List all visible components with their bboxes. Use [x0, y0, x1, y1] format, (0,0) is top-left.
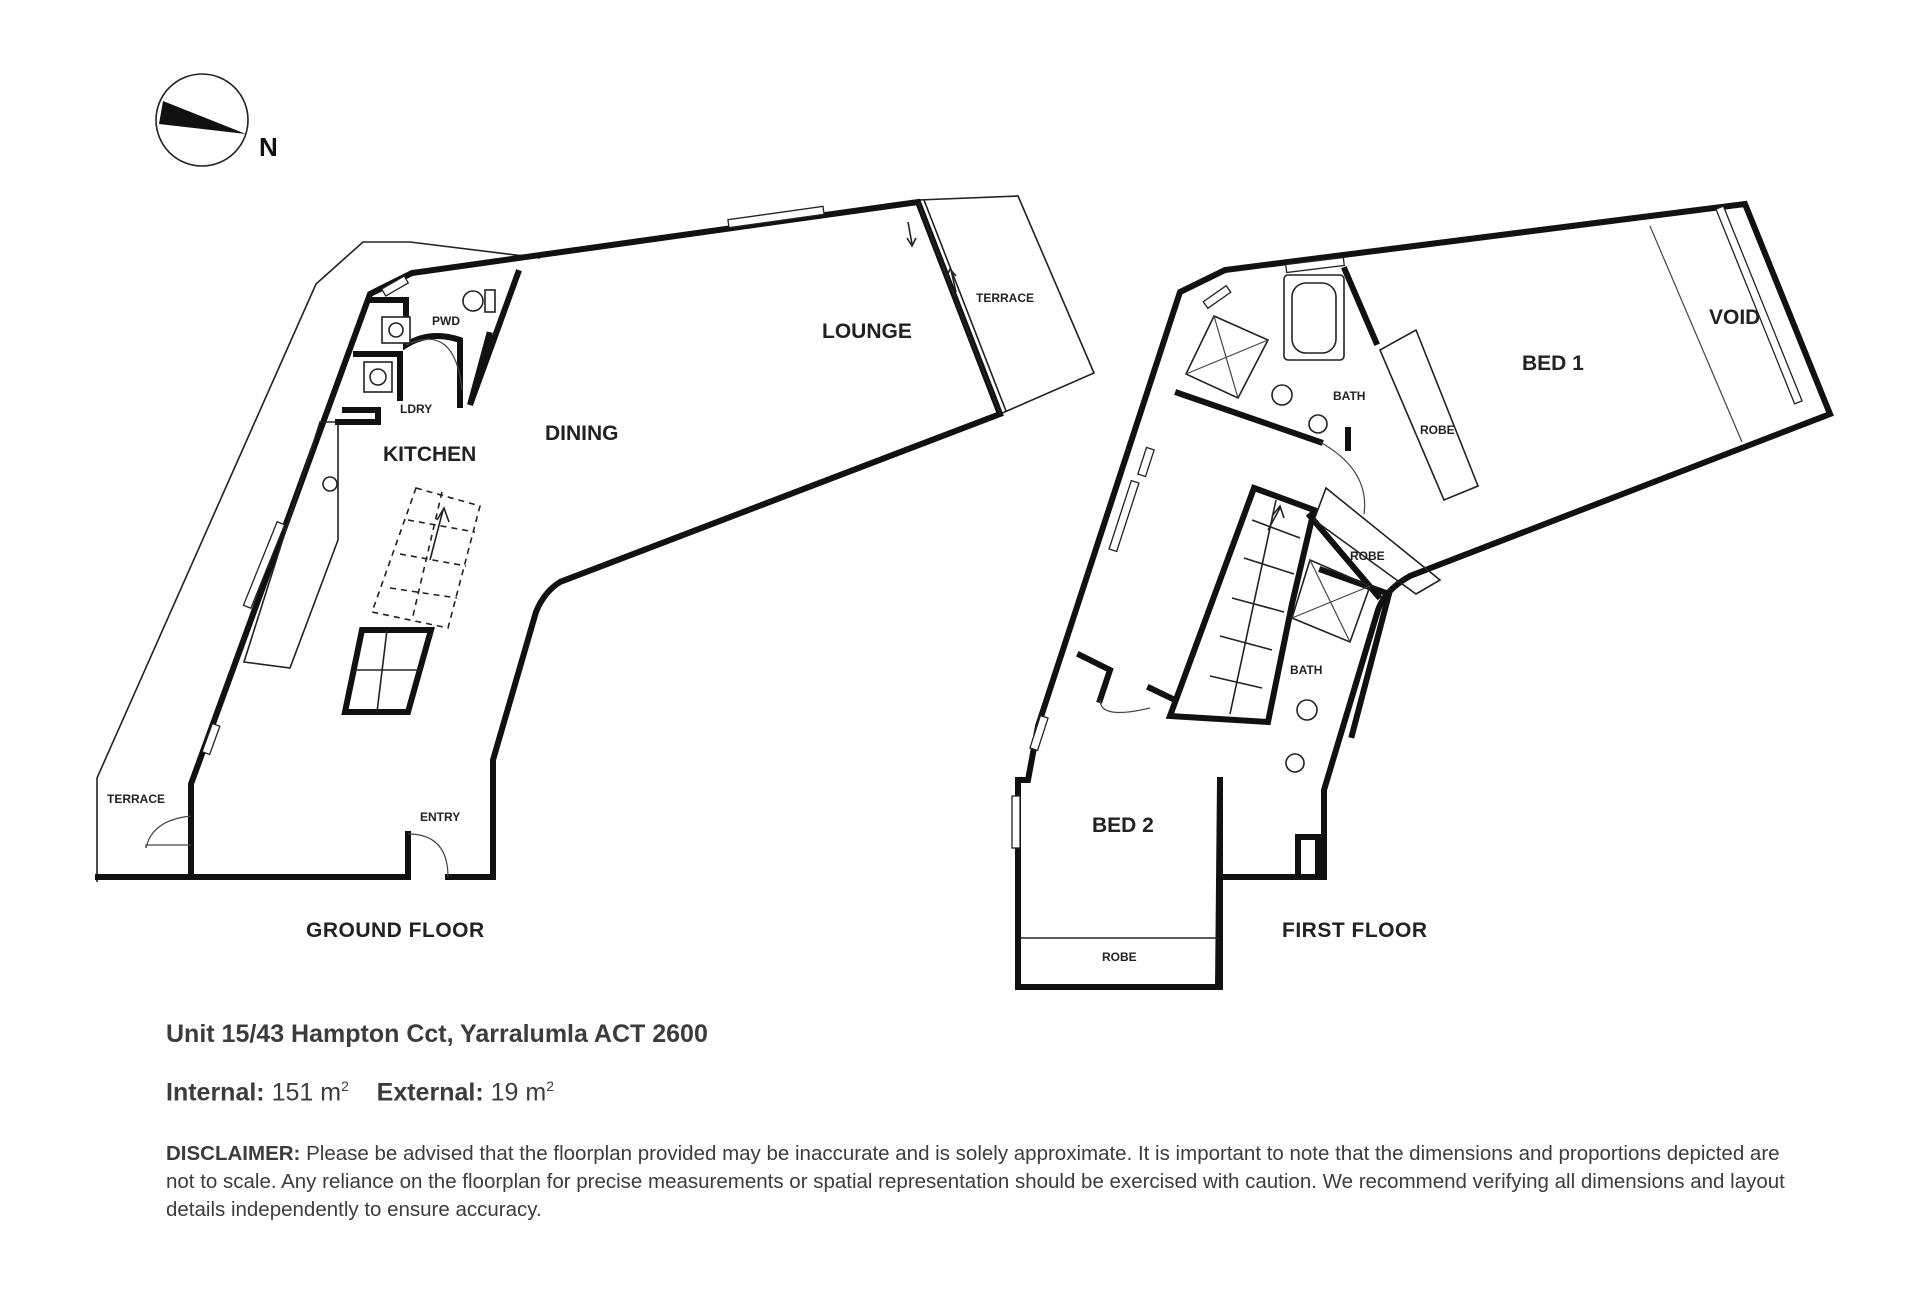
disclaimer-label: DISCLAIMER:	[166, 1142, 301, 1165]
basin-pwd-bowl	[389, 323, 403, 337]
external-area-label: External:	[376, 1078, 484, 1107]
bed2-north-wall	[1080, 655, 1175, 700]
window-kitchen-west	[243, 522, 284, 608]
bath-lower-label: BATH	[1290, 663, 1323, 677]
kitchen-label: KITCHEN	[383, 443, 477, 466]
area-summary	[166, 1078, 554, 1107]
toilet-cistern-pwd	[485, 290, 495, 312]
external-area-value: 19 m	[490, 1078, 547, 1107]
kitchen-bench	[244, 422, 338, 668]
toilet-pwd-icon	[463, 291, 483, 311]
ground-floor-plan	[97, 196, 1094, 942]
bed1-label: BED 1	[1522, 352, 1584, 375]
window-bed2-west-2	[1012, 796, 1020, 848]
bed2-label: BED 2	[1092, 814, 1154, 837]
window-bed2-west	[1030, 716, 1048, 751]
toilet-upper-icon	[1272, 385, 1292, 405]
toilet-lower-icon	[1297, 700, 1317, 720]
disclaimer-text: Please be advised that the floorplan provided may be inaccurate and is solely approximate. It is important to note that the dimensions and proportions depicted are not to scale. Any reliance on the floorplan for precise measurements or spatial representation should be exercised with caution. We recommend verifying all dimensions and layout details independently to ensure accuracy.	[166, 1142, 1785, 1221]
shower-upper	[1186, 316, 1268, 398]
robe-bed2-label: ROBE	[1102, 950, 1137, 964]
window-hall-west-2	[1138, 447, 1154, 476]
terrace-west-label: TERRACE	[107, 792, 166, 806]
terrace-west-outline	[97, 242, 540, 882]
first-floor-title: FIRST FLOOR	[1282, 919, 1428, 942]
entry-label: ENTRY	[420, 810, 461, 824]
kitchen-sink-icon	[323, 477, 337, 491]
window-corner-first	[1203, 286, 1231, 309]
internal-area-label: Internal:	[166, 1078, 265, 1107]
robe-hall-label: ROBE	[1350, 549, 1385, 563]
void-boundary	[1650, 226, 1742, 442]
disclaimer	[166, 1140, 1806, 1224]
ground-stairs	[345, 488, 480, 712]
bath-upper-label: BATH	[1333, 389, 1366, 403]
ground-floor-title: GROUND FLOOR	[306, 919, 485, 942]
robe-bed1-label: ROBE	[1420, 423, 1455, 437]
first-stairs-direction-arrow-icon	[1268, 506, 1284, 530]
north-label: N	[259, 132, 278, 162]
stair-hall-walls	[1170, 488, 1314, 722]
property-address: Unit 15/43 Hampton Cct, Yarralumla ACT 2600	[166, 1020, 708, 1048]
internal-area-value: 151 m	[271, 1078, 342, 1107]
robe-bed1	[1380, 330, 1478, 500]
internal-area-unit-exponent: 2	[341, 1078, 349, 1094]
pwd-door-swing	[406, 339, 462, 390]
bath-door-swing	[1320, 442, 1365, 514]
dining-label: DINING	[545, 422, 619, 445]
slide-arrow-down-icon	[907, 222, 916, 246]
ground-floor-exterior-walls	[98, 202, 1000, 877]
first-floor-stairs	[1210, 500, 1300, 714]
bed2-door-swing	[1100, 700, 1150, 713]
terrace-east-outline	[918, 196, 1094, 414]
compass	[156, 74, 278, 166]
terrace-east-label: TERRACE	[976, 291, 1035, 305]
ldry-label: LDRY	[400, 402, 433, 416]
bathtub-inner	[1292, 283, 1336, 353]
external-area-unit-exponent: 2	[546, 1078, 554, 1094]
entry-door-swing	[408, 834, 448, 877]
void-label: VOID	[1709, 306, 1761, 329]
first-floor-plan	[1012, 204, 1830, 987]
robe-stub	[1298, 837, 1318, 877]
basin-upper-icon	[1309, 415, 1327, 433]
upper-bath-walls	[1178, 270, 1376, 448]
laundry-tub-bowl	[370, 369, 386, 385]
basin-lower-icon	[1286, 754, 1304, 772]
lounge-label: LOUNGE	[822, 320, 912, 343]
pwd-label: PWD	[432, 314, 460, 328]
stairs-direction-arrow-icon	[430, 508, 449, 560]
terrace-door-swing	[146, 816, 191, 848]
